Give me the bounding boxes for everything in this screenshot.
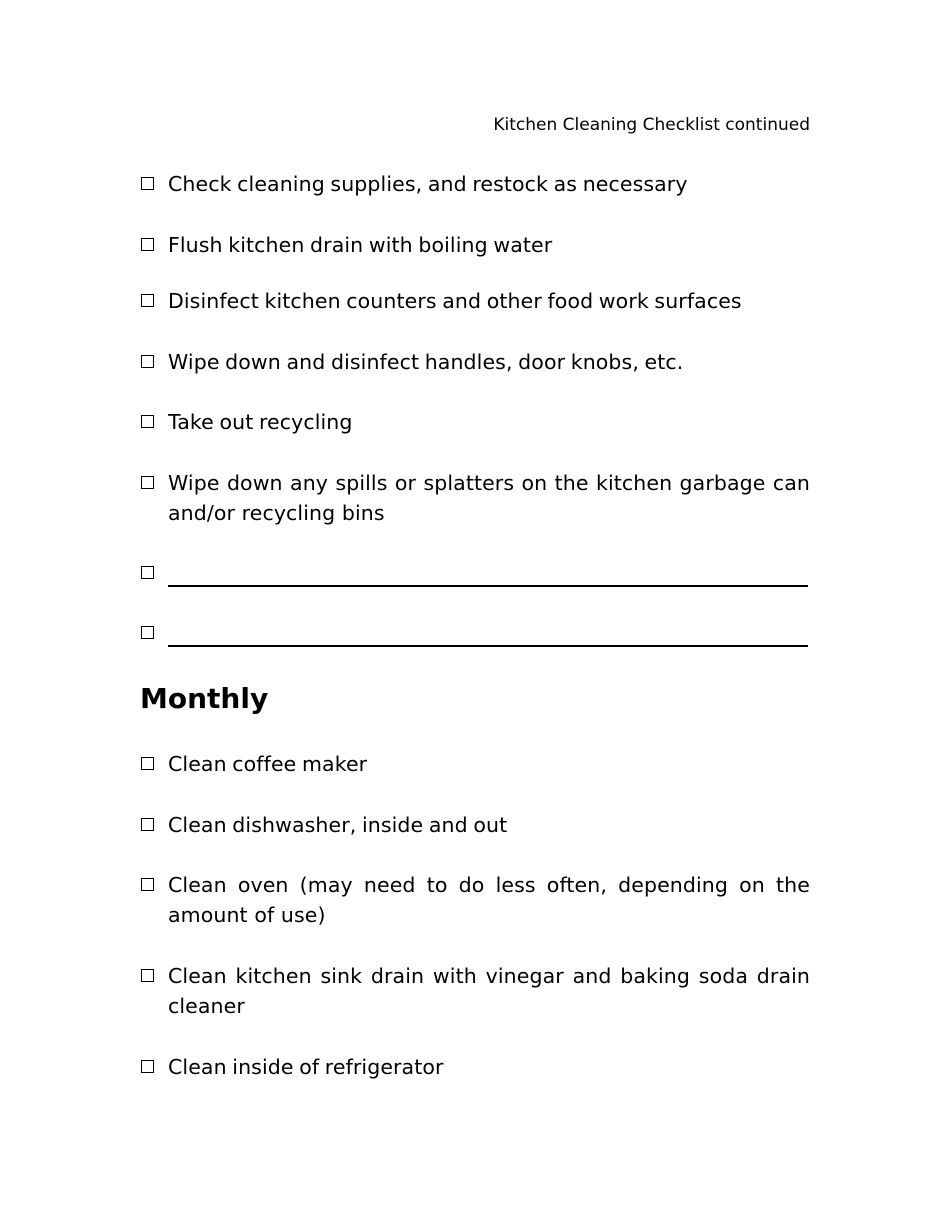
checklist-item <box>140 230 810 260</box>
checkbox[interactable] <box>141 294 154 307</box>
checkbox[interactable] <box>141 566 154 579</box>
checklist-item-text: Wipe down any spills or splatters on the kitchen garbage can and/or recycling bins <box>168 471 810 525</box>
checklist-item-text: Clean inside of refrigerator <box>168 1055 444 1079</box>
checklist-item-text: Clean kitchen sink drain with vinegar and baking soda drain cleaner <box>168 964 810 1018</box>
checklist-item <box>140 169 810 199</box>
checkbox[interactable] <box>141 476 154 489</box>
checklist-item <box>140 286 810 316</box>
checkbox[interactable] <box>141 177 154 190</box>
checklist-item <box>140 870 810 930</box>
checklist-item <box>140 1052 810 1082</box>
checklist-item-text: Clean dishwasher, inside and out <box>168 813 508 837</box>
checkbox[interactable] <box>141 818 154 831</box>
checklist-item <box>140 749 810 779</box>
checkbox[interactable] <box>141 1060 154 1073</box>
checklist-item <box>140 961 810 1021</box>
checklist-item <box>140 468 810 528</box>
checkbox[interactable] <box>141 238 154 251</box>
blank-write-in-line[interactable] <box>168 645 808 647</box>
checkbox[interactable] <box>141 757 154 770</box>
checklist-item <box>140 810 810 840</box>
checklist-item-text: Clean coffee maker <box>168 752 368 776</box>
checklist-item <box>140 347 810 377</box>
blank-write-in-line[interactable] <box>168 585 808 587</box>
running-header: Kitchen Cleaning Checklist continued <box>493 115 810 135</box>
checkbox[interactable] <box>141 355 154 368</box>
checklist-item-text: Check cleaning supplies, and restock as necessary <box>168 172 688 196</box>
checklist-item-text: Disinfect kitchen counters and other food work surfaces <box>168 289 742 313</box>
section-heading-monthly: Monthly <box>140 682 269 715</box>
checklist-item <box>140 407 810 437</box>
checkbox[interactable] <box>141 878 154 891</box>
checklist-item-text: Flush kitchen drain with boiling water <box>168 233 553 257</box>
blank-checklist-item <box>140 558 810 590</box>
checkbox[interactable] <box>141 969 154 982</box>
checkbox[interactable] <box>141 626 154 639</box>
checklist-item-text: Clean oven (may need to do less often, depending on the amount of use) <box>168 873 810 927</box>
checklist-item-text: Take out recycling <box>168 410 353 434</box>
checkbox[interactable] <box>141 415 154 428</box>
blank-checklist-item <box>140 618 810 650</box>
checklist-item-text: Wipe down and disinfect handles, door knobs, etc. <box>168 350 684 374</box>
